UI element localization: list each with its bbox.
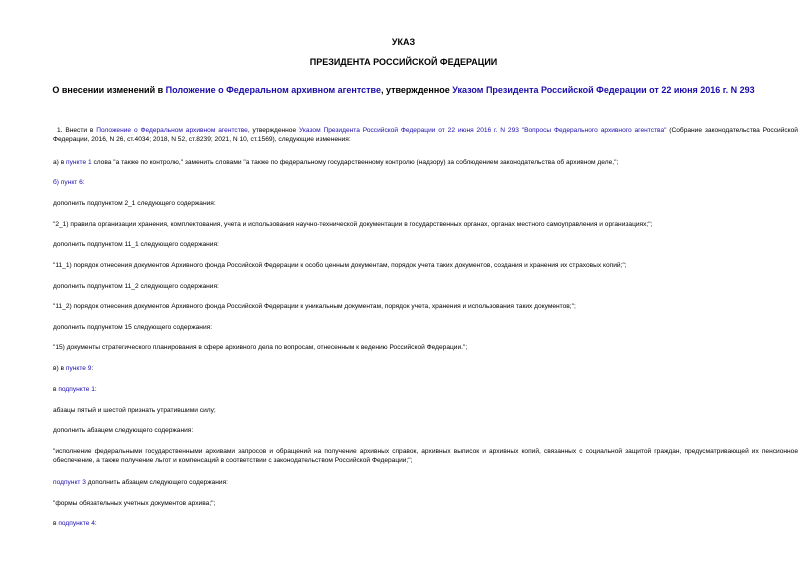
pv4-link-subpoint-4[interactable]: подпункте 4: [58, 520, 95, 527]
line-2-1-text: "2_1) правила организации хранения, комплектования, учета и использования научно-технической документации в государственных органах, органах местного самоуправления и организациях;";: [53, 221, 653, 228]
paragraph-b-link-point-6[interactable]: б) пункт 6:: [53, 179, 85, 186]
line-add-11-1: дополнить подпунктом 11_1 следующего содержания:: [53, 241, 219, 248]
pa-rest: слова "а также по контролю," заменить словами "а также по федеральному государственному контролю (надзору) за соблюдением законодательства об архивном деле,";: [91, 159, 619, 166]
p1-middle: , утвержденное: [247, 127, 299, 134]
p1-rest: (Собрание законодательства Российской Федерации, 2016, N 26, ст.4034; 2018, N 52, ст.8239; 2021, N 10, ст.1569), следующие изменения:: [53, 127, 798, 143]
paragraph-subpoint-3: [53, 478, 228, 487]
p1-link-regulation[interactable]: Положение о Федеральном архивном агентстве: [96, 127, 248, 134]
pv4-prefix: в: [53, 520, 59, 527]
heading-prefix: О внесении изменений в: [52, 85, 166, 95]
document-heading: [0, 85, 807, 95]
pv3-link-subpoint-3[interactable]: подпункт 3: [53, 479, 86, 486]
heading-middle: , утвержденное: [380, 85, 453, 95]
pv-prefix: в) в: [53, 365, 66, 372]
p1-prefix: 1. Внести в: [57, 127, 97, 134]
paragraph-a: [53, 158, 618, 167]
p1-link-decree[interactable]: Указом Президента Российской Федерации от 22 июня 2016 г. N 293 "Вопросы Федерального архивного агентства": [298, 127, 667, 134]
pv1-rest: :: [94, 386, 97, 393]
line-11-1-text: "11_1) порядок отнесения документов Архивного фонда Российской Федерации к особо ценным документам, порядок учета таких документов, создания и хранения их страховых копий;";: [53, 262, 627, 269]
line-archive-requests: "исполнение федеральными государственными архивами запросов и обращений на получение архивных справок, архивных выписок и архивных копий, связанных с социальной защитой граждан, предусматривающей их пенсионное обеспечение, а также получение льгот и компенсаций в соответствии с законодательством Российской Федерации;";: [53, 448, 798, 464]
line-add-15: дополнить подпунктом 15 следующего содержания:: [53, 324, 213, 331]
pa-link-point-1[interactable]: пункте 1: [66, 159, 92, 166]
line-11-2-text: "11_2) порядок отнесения документов Архивного фонда Российской Федерации к уникальным документам, порядок учета, хранения и использования таких документов;";: [53, 303, 576, 310]
pv-rest: :: [91, 365, 94, 372]
line-15-text: "15) документы стратегического планирования в сфере архивного дела по вопросам, отнесенным к ведению Российской Федерации.";: [53, 344, 468, 351]
line-add-2-1: дополнить подпунктом 2_1 следующего содержания:: [53, 200, 216, 207]
line-add-11-2: дополнить подпунктом 11_2 следующего содержания:: [53, 283, 219, 290]
pa-prefix: а) в: [53, 159, 67, 166]
heading-link-decree[interactable]: Указом Президента Российской Федерации от 22 июня 2016 г. N 293: [452, 85, 755, 95]
paragraph-subpoint-4: [53, 519, 97, 528]
pv3-rest: дополнить абзацем следующего содержания:: [85, 479, 228, 486]
paragraph-1: [53, 126, 798, 144]
pv1-link-subpoint-1[interactable]: подпункте 1: [58, 386, 95, 393]
document-title: УКАЗ: [391, 37, 416, 47]
line-forms: "формы обязательных учетных документов архива;";: [53, 500, 216, 507]
pv-link-point-9[interactable]: пункте 9: [65, 365, 92, 372]
heading-link-regulation[interactable]: Положение о Федеральном архивном агентстве: [165, 85, 381, 95]
pv1-prefix: в: [53, 386, 59, 393]
paragraph-v: [53, 364, 93, 373]
line-repeal: абзацы пятый и шестой признать утратившими силу;: [53, 407, 216, 414]
paragraph-subpoint-1: [53, 385, 97, 394]
line-add-abzac: дополнить абзацем следующего содержания:: [53, 427, 194, 434]
document-subtitle: ПРЕЗИДЕНТА РОССИЙСКОЙ ФЕДЕРАЦИИ: [309, 57, 498, 67]
pv4-rest: :: [94, 520, 97, 527]
